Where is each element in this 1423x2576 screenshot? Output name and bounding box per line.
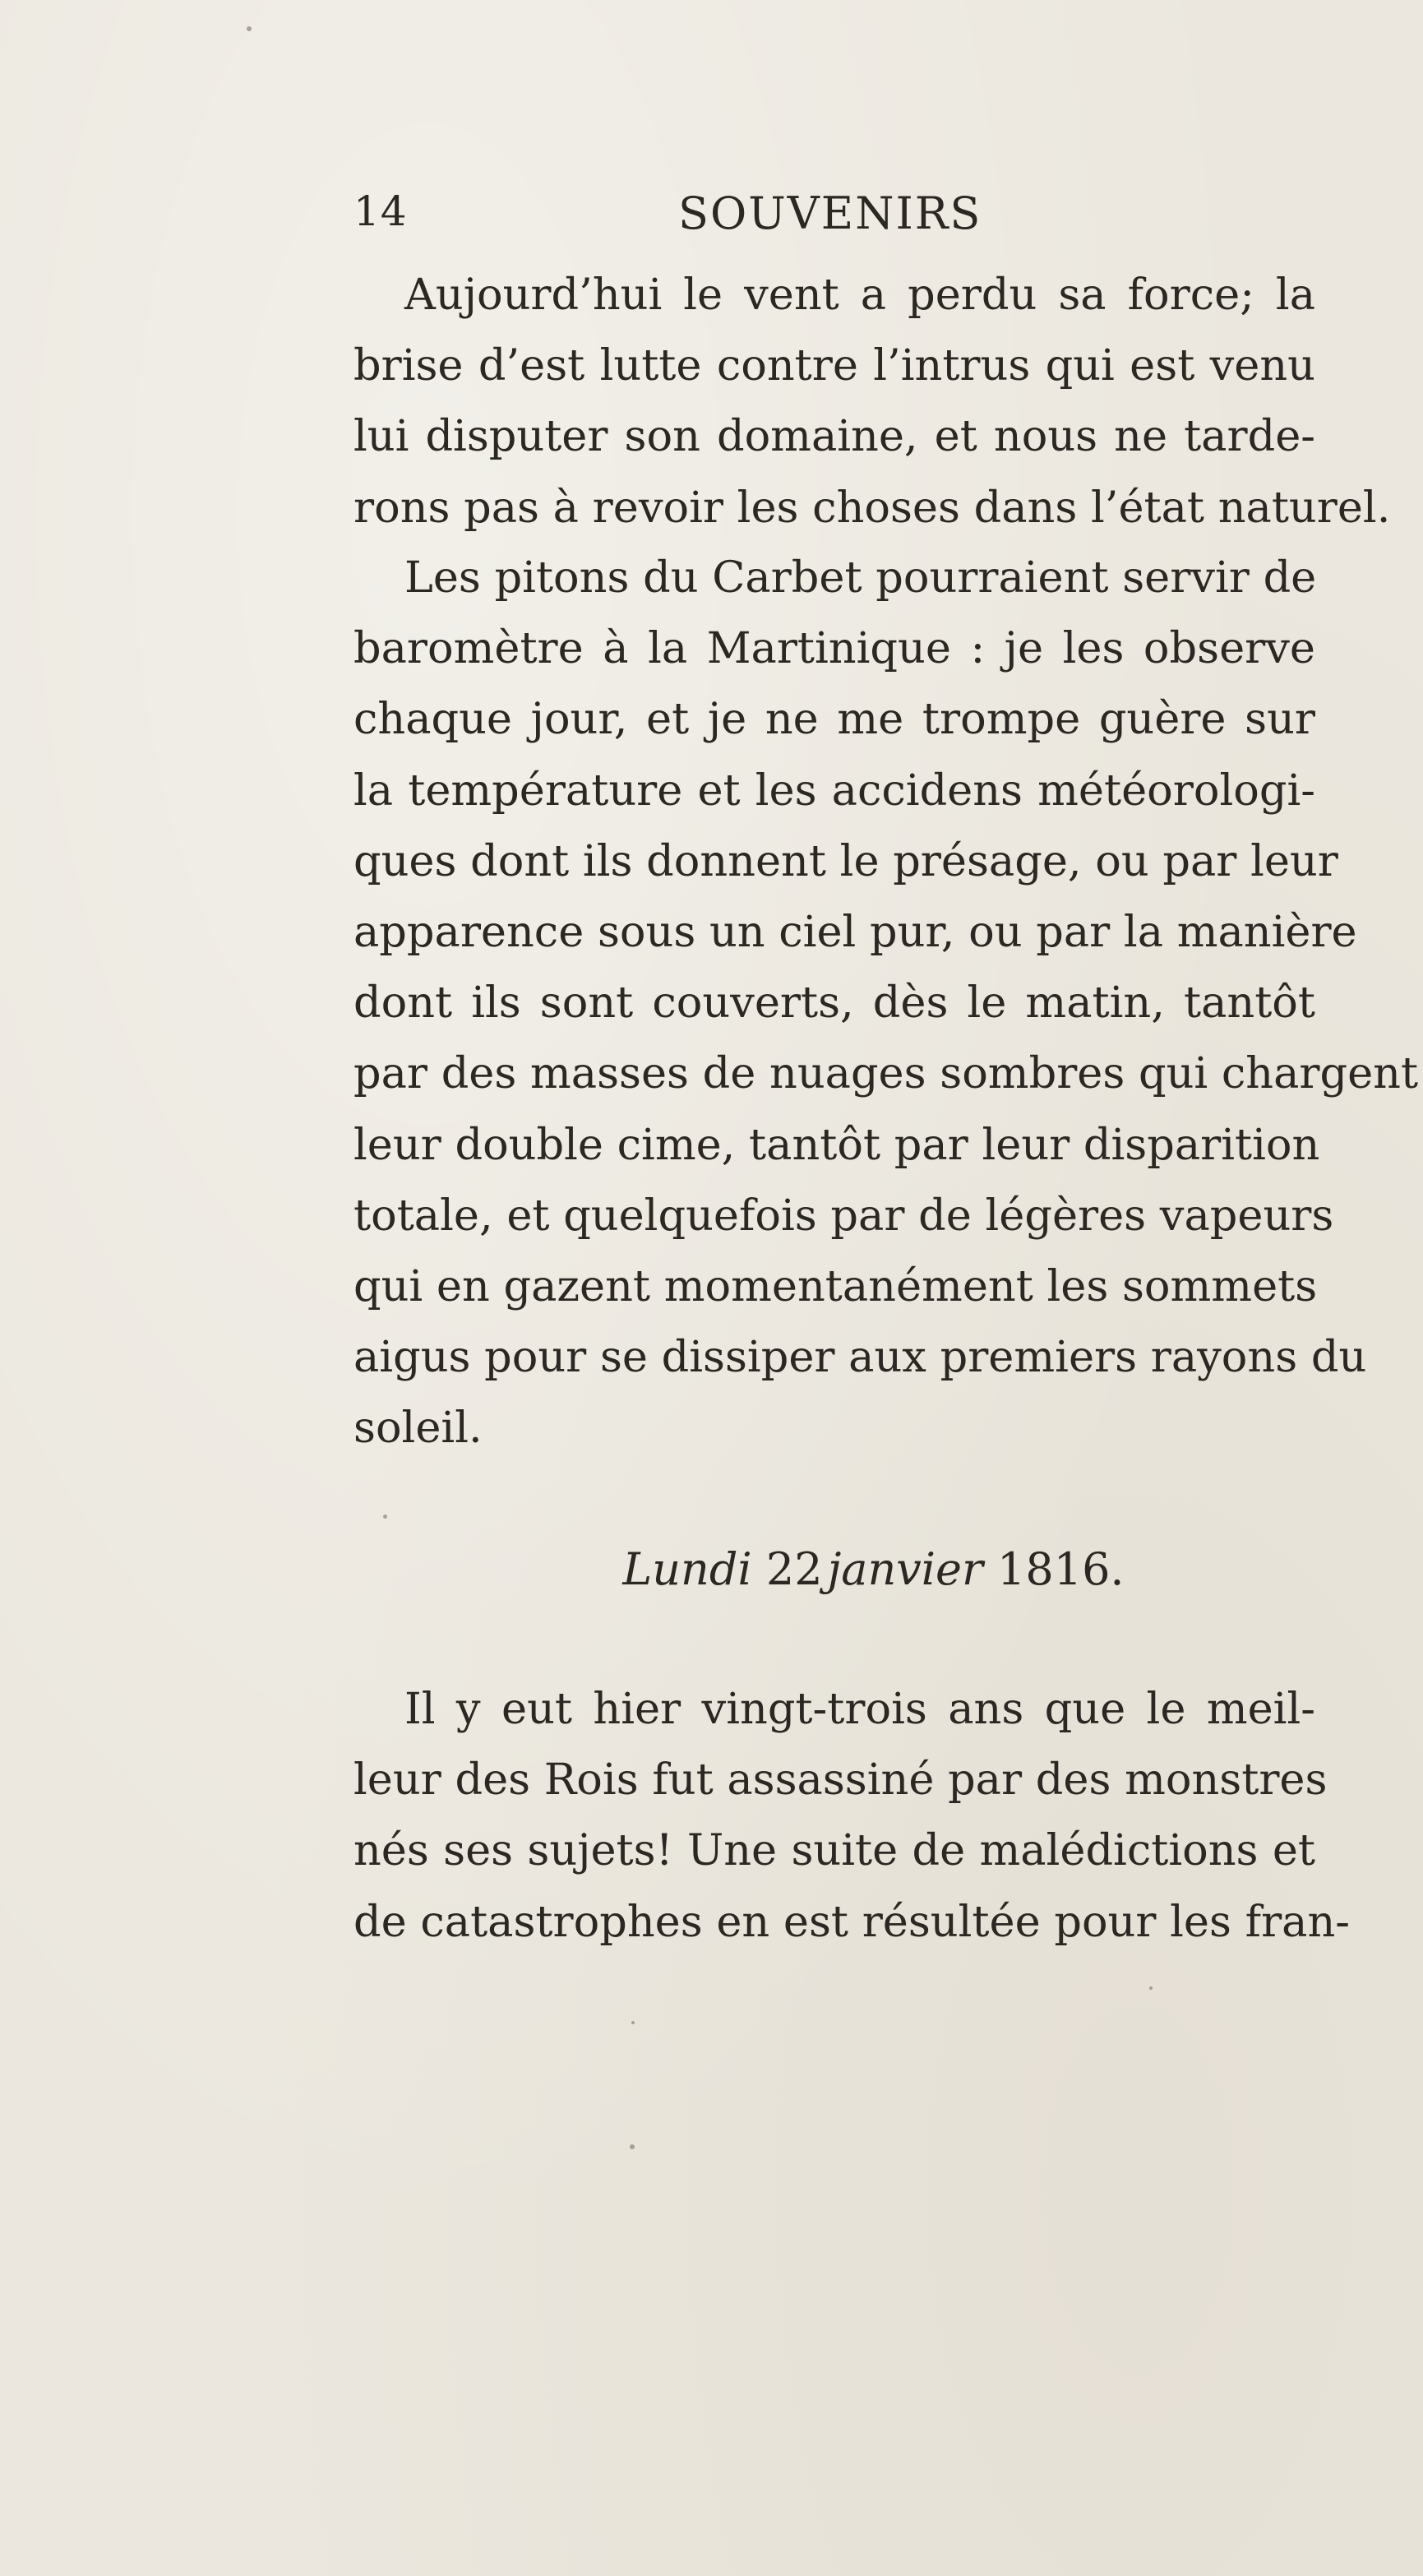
page-header	[353, 187, 1324, 245]
text-line: apparence sous un ciel pur, ou par la manière	[353, 906, 1357, 957]
text-line: la température et les accidens météorologi-	[353, 765, 1315, 816]
text-line: aigus pour se dissiper aux premiers rayons du	[353, 1332, 1367, 1383]
paper-speck	[247, 26, 252, 31]
text-line: Il y eut hier vingt-trois ans que le meil-	[404, 1684, 1315, 1734]
paper-speck	[630, 2144, 635, 2149]
text-line: leur des Rois fut assassiné par des monstres	[353, 1755, 1328, 1806]
running-title: SOUVENIRS	[678, 187, 982, 239]
paper-speck	[1149, 1986, 1153, 1990]
dateline-day: Lundi	[622, 1543, 752, 1595]
text-line: qui en gazent momentanément les sommets	[353, 1260, 1318, 1311]
paragraph-pitons	[353, 543, 1419, 1464]
text-line: brise d’est lutte contre l’intrus qui est venu	[353, 340, 1315, 391]
text-line: nés ses sujets! Une suite de malédictions et	[353, 1825, 1315, 1876]
text-line: totale, et quelquefois par de légères vapeurs	[353, 1190, 1334, 1241]
text-line: rons pas à revoir les choses dans l’état naturel.	[353, 482, 1391, 533]
paragraph-rois	[353, 1674, 1351, 1958]
text-line: lui disputer son domaine, et nous ne tarde-	[353, 411, 1315, 462]
text-line: Les pitons du Carbet pourraient servir de	[404, 553, 1317, 603]
paper-speck	[383, 1515, 387, 1519]
dateline-date-number: 22	[765, 1543, 823, 1595]
dateline-year: 1816.	[997, 1543, 1125, 1595]
text-line: soleil.	[353, 1403, 483, 1454]
text-line: de catastrophes en est résultée pour les fran-	[353, 1896, 1351, 1947]
page-number: 14	[353, 187, 408, 235]
paper-speck	[631, 2021, 635, 2024]
text-line: Aujourd’hui le vent a perdu sa force; la	[404, 270, 1315, 320]
text-line: ques dont ils donnent le présage, ou par leur	[353, 835, 1338, 886]
text-line: par des masses de nuages sombres qui chargent	[353, 1048, 1419, 1099]
paragraph-wind	[353, 260, 1391, 543]
dateline-month: janvier	[827, 1543, 983, 1595]
text-line: leur double cime, tantôt par leur disparition	[353, 1119, 1320, 1170]
entry-dateline	[353, 1534, 1315, 1605]
text-line: chaque jour, et je ne me trompe guère sur	[353, 694, 1315, 745]
text-line: dont ils sont couverts, dès le matin, tantôt	[353, 978, 1315, 1029]
text-line: baromètre à la Martinique : je les observe	[353, 623, 1315, 674]
